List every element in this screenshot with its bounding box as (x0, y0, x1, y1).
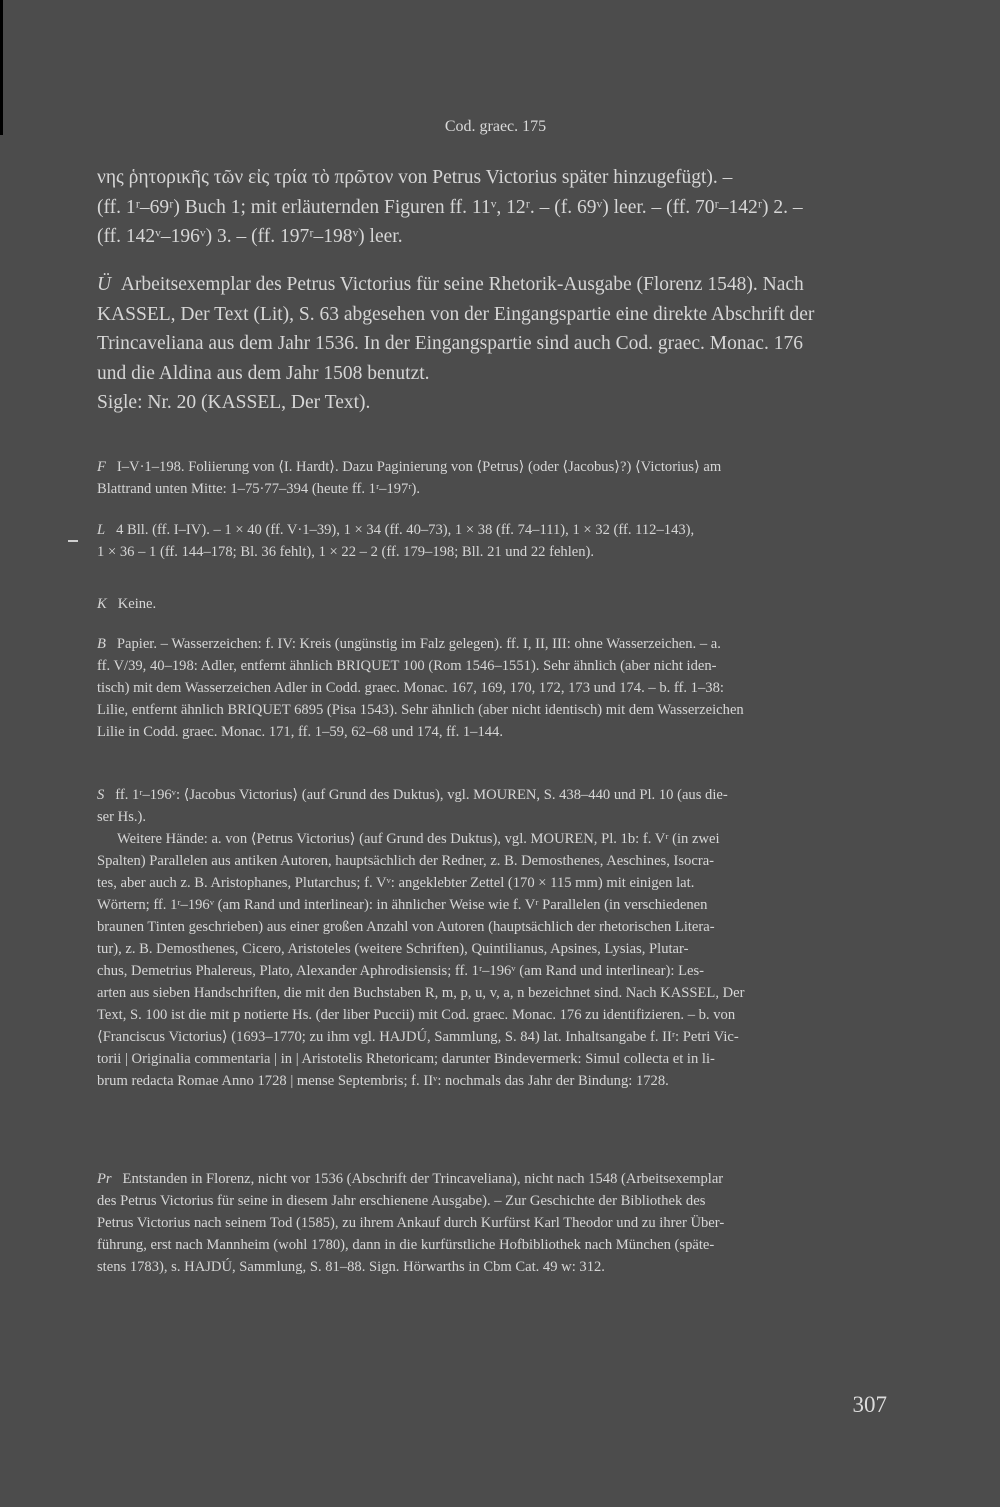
s-line: ⟨Franciscus Victorius⟩ (1693–1770; zu ihm vgl. HAJDÚ, Sammlung, S. 84) lat. Inhaltsangabe f. IIʳ: Petri Vic- (97, 1029, 739, 1045)
running-title: Cod. graec. 175 (444, 118, 547, 135)
s-line: Spalten) Parallelen aus antiken Autoren, hauptsächlich der Redner, z. B. Demosthenes, Aeschines, Isocra- (97, 853, 715, 869)
l-line: 4 Bll. (ff. I–IV). – 1 × 40 (ff. V·1–39), 1 × 34 (ff. 40–73), 1 × 38 (ff. 74–111), 1 × 32 (ff. 112–143), (116, 522, 695, 538)
k-line: Keine. (117, 596, 157, 612)
section-b (97, 633, 894, 743)
b-line: ff. V/39, 40–198: Adler, entfernt ähnlich BRIQUET 100 (Rom 1546–1551). Sehr ähnlich (aber nicht iden- (97, 658, 717, 674)
section-label-b: B (97, 636, 106, 652)
b-line: Lilie in Codd. graec. Monac. 171, ff. 1–59, 62–68 und 174, ff. 1–144. (97, 724, 504, 740)
ue-line: Trincaveliana aus dem Jahr 1536. In der Eingangspartie sind auch Cod. graec. Monac. 176 (97, 333, 803, 354)
intro-line: νης ῥητορικῆς τῶν εἰς τρία τὸ πρῶτον von Petrus Victorius später hinzugefügt). – (97, 167, 733, 188)
intro-line: (ff. 142ᵛ–196ᵛ) 3. – (ff. 197ʳ–198ᵛ) leer. (97, 226, 403, 247)
s-line: arten aus sieben Handschriften, die mit den Buchstaben R, m, p, u, v, a, n bezeichnet sind. Nach KASSEL, Der (97, 985, 745, 1001)
b-line: tisch) mit dem Wasserzeichen Adler in Codd. graec. Monac. 167, 169, 170, 172, 173 und 174. – b. ff. 1–38: (97, 680, 724, 696)
ue-line: KASSEL, Der Text (Lit), S. 63 abgesehen von der Eingangspartie eine direkte Abschrift der (97, 303, 815, 325)
section-ue (97, 270, 894, 418)
s-line: chus, Demetrius Phalereus, Plato, Alexander Aphrodisiensis; ff. 1ʳ–196ᵛ (am Rand und interlinear): Les- (97, 963, 705, 979)
b-line: Lilie, entfernt ähnlich BRIQUET 6895 (Pisa 1543). Sehr ähnlich (aber nicht identisch) mit dem Wasserzeichen (97, 702, 744, 718)
s-line: brum redacta Romae Anno 1728 | mense Septembris; f. IIᵛ: nochmals das Jahr der Bindung: 1728. (97, 1073, 669, 1089)
s-line: ser Hs.). (97, 809, 147, 825)
s-line: tur), z. B. Demosthenes, Cicero, Aristoteles (weitere Schriften), Quintilianus, Apsines, Lysias, Plutar- (97, 941, 689, 957)
s-line: tes, aber auch z. B. Aristophanes, Plutarchus; f. Vᵛ: angeklebter Zettel (170 × 115 mm) mit einigen lat. (97, 875, 695, 891)
section-label-pr: Pr (97, 1171, 112, 1187)
pr-line: Entstanden in Florenz, nicht vor 1536 (Abschrift der Trincaveliana), nicht nach 1548 (Arbeitsexemplar (122, 1171, 724, 1187)
section-label-s: S (97, 787, 105, 803)
section-l (97, 519, 894, 563)
ue-line: und die Aldina aus dem Jahr 1508 benutzt. (97, 362, 430, 384)
page-edge-line (0, 0, 3, 135)
s-line: ff. 1ʳ–196ᵛ: ⟨Jacobus Victorius⟩ (auf Grund des Duktus), vgl. MOUREN, S. 438–440 und Pl. 10 (aus die- (115, 787, 728, 803)
intro-line: (ff. 1ʳ–69ʳ) Buch 1; mit erläuternden Figuren ff. 11ᵛ, 12ʳ. – (f. 69ᵛ) leer. – (ff. 70ʳ–142ʳ) 2. – (97, 196, 803, 218)
pr-line: führung, erst nach Mannheim (wohl 1780), dann in die kurfürstliche Hofbibliothek nach München (späte- (97, 1237, 715, 1253)
s-line: Text, S. 100 ist die mit p notierte Hs. (der liber Puccii) mit Cod. graec. Monac. 176 zu identifizieren. – b. von (97, 1007, 736, 1023)
section-label-f: F (97, 459, 106, 475)
s-line: braunen Tinten geschrieben) aus einer großen Anzahl von Autoren (hauptsächlich der rhetorischen Litera- (97, 919, 715, 935)
pr-line: des Petrus Victorius für seine in diesem Jahr erschienene Ausgabe). – Zur Geschichte der Bibliothek des (97, 1193, 706, 1209)
intro-paragraph (97, 163, 894, 252)
f-line: I–V·1–198. Foliierung von ⟨I. Hardt⟩. Dazu Paginierung von ⟨Petrus⟩ (oder ⟨Jacobus⟩?) ⟨Victorius⟩ am (116, 459, 722, 475)
l-line: 1 × 36 – 1 (ff. 144–178; Bl. 36 fehlt), 1 × 22 – 2 (ff. 179–198; Bll. 21 und 22 fehlen). (97, 544, 595, 560)
ue-line: Arbeitsexemplar des Petrus Victorius für seine Rhetorik-Ausgabe (Florenz 1548). Nach (120, 274, 804, 295)
ue-line: Sigle: Nr. 20 (KASSEL, Der Text). (97, 392, 371, 413)
b-line: Papier. – Wasserzeichen: f. IV: Kreis (ungünstig im Falz gelegen). ff. I, II, III: ohne Wasserzeichen. – a. (116, 636, 721, 652)
pr-line: Petrus Victorius nach seinem Tod (1585), zu ihrem Ankauf durch Kurfürst Karl Theodor und zu ihrer Über- (97, 1215, 725, 1231)
s-line: Wörtern; ff. 1ʳ–196ᵛ (am Rand und interlinear): in ähnlicher Weise wie f. Vʳ Parallelen (in verschiedenen (97, 897, 708, 913)
f-line: Blattrand unten Mitte: 1–75·77–394 (heute ff. 1ʳ–197ʳ). (97, 481, 421, 497)
section-f (97, 456, 894, 500)
s-line: Weitere Hände: a. von ⟨Petrus Victorius⟩ (auf Grund des Duktus), vgl. MOUREN, Pl. 1b: f. Vʳ (in zwei (117, 831, 720, 847)
section-label-ue: Ü (97, 274, 112, 295)
section-k (97, 593, 894, 615)
section-s (97, 784, 894, 1092)
page-number: 307 (852, 1392, 887, 1417)
s-line: torii | Originalia commentaria | in | Aristotelis Rhetoricam; darunter Bindevermerk: Simul collecta et in li- (97, 1051, 715, 1067)
section-label-l: L (97, 522, 106, 538)
pr-line: stens 1783), s. HAJDÚ, Sammlung, S. 81–88. Sign. Hörwarths in Cbm Cat. 49 w: 312. (97, 1259, 605, 1275)
section-pr (97, 1168, 894, 1278)
section-label-k: K (97, 596, 107, 612)
margin-mark (68, 540, 78, 542)
